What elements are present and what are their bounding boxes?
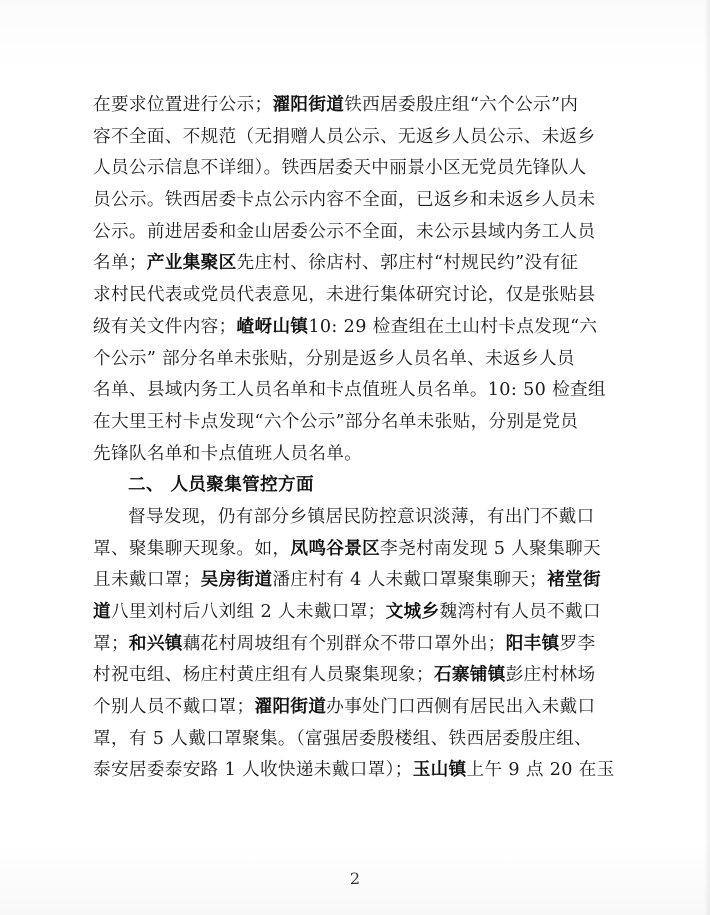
- section-heading: [93, 470, 625, 502]
- text-segment: 罩；: [93, 633, 129, 654]
- place-name: 和兴镇: [128, 633, 183, 654]
- text-segment: 员公示。铁西居委卡点公示内容不全面，已返乡和未返乡人员未: [93, 190, 596, 211]
- place-name: 褚堂街: [547, 570, 601, 591]
- place-name: 濯阳街道: [254, 697, 327, 718]
- place-name: 嵖岈山镇: [236, 316, 309, 337]
- place-name: 石寨铺镇: [433, 665, 506, 686]
- text-line: [93, 629, 625, 661]
- place-name: 濯阳街道: [272, 95, 345, 115]
- text-line: [93, 280, 625, 312]
- text-segment: 罩、聚集聊天现象。如，: [93, 538, 291, 559]
- text-segment: 名单；: [93, 253, 147, 274]
- text-segment: 二、 人员聚集管控方面: [128, 475, 314, 496]
- text-segment: 先锋队名单和卡点值班人员名单。: [93, 443, 363, 464]
- text-segment: 容不全面、不规范（无捐赠人员公示、无返乡人员公示、未返乡: [93, 126, 596, 147]
- text-line: [93, 312, 625, 344]
- text-segment: 魏湾村有人员不戴口: [439, 602, 601, 622]
- text-segment: 级有关文件内容；: [93, 316, 237, 337]
- text-line: [93, 534, 625, 566]
- text-segment: 个别人员不戴口罩；: [93, 697, 255, 718]
- text-segment: 李尧村南发现 5 人聚集聊天: [380, 538, 601, 559]
- text-segment: 彭庄村林场: [505, 665, 596, 686]
- text-line: [93, 439, 625, 471]
- text-segment: 个公示” 部分名单未张贴，分别是返乡人员名单、未返乡人员: [93, 348, 575, 369]
- text-line: [93, 217, 625, 249]
- text-segment: 且未戴口罩；: [93, 570, 201, 591]
- place-name: 产业集聚区: [146, 253, 237, 274]
- place-name: 吴房街道: [200, 570, 273, 591]
- page-edge-shadow: [704, 0, 710, 915]
- text-segment: 先庄村、徐店村、郭庄村“村规民约”没有征: [236, 253, 579, 274]
- text-segment: 藕花村周坡组有个别群众不带口罩外出；: [182, 633, 506, 654]
- text-line: [93, 248, 625, 280]
- text-segment: 上午 9 点 20 在玉: [466, 760, 615, 781]
- text-segment: 人员公示信息不详细）。铁西居委天中丽景小区无党员先锋队人: [93, 158, 587, 179]
- text-segment: 公示。前进居委和金山居委公示不全面，未公示县域内务工人员: [93, 221, 596, 242]
- text-line: [93, 153, 625, 185]
- body-text: [93, 90, 625, 787]
- page-number: 2: [349, 869, 361, 888]
- place-name: 道: [93, 602, 111, 622]
- text-line: [93, 724, 625, 756]
- text-segment: 村祝屯组、杨庄村黄庄组有人员聚集现象；: [93, 665, 434, 686]
- text-line: [93, 407, 625, 439]
- text-segment: 八里刘村后八刘组 2 人未戴口罩；: [110, 602, 386, 622]
- place-name: 凤鸣谷景区: [290, 538, 381, 559]
- text-segment: 在要求位置进行公示；: [93, 95, 273, 115]
- text-line: [93, 597, 625, 629]
- place-name: 文城乡: [385, 602, 440, 622]
- text-segment: 办事处门口西侧有居民出入未戴口: [326, 697, 596, 718]
- text-segment: 10: 29 检查组在土山村卡点发现“六: [308, 316, 598, 337]
- text-line: [93, 660, 625, 692]
- place-name: 阳丰镇: [505, 633, 560, 654]
- text-segment: 潘庄村有 4 人未戴口罩聚集聊天；: [272, 570, 548, 591]
- text-segment: 铁西居委殷庄组“六个公示”内: [344, 95, 579, 115]
- text-line: [93, 344, 625, 376]
- text-segment: 罗李: [559, 633, 596, 654]
- text-line: [93, 692, 625, 724]
- text-line: [93, 565, 625, 597]
- text-segment: 名单、县域内务工人员名单和卡点值班人员名单。10: 50 检查组: [93, 380, 606, 401]
- text-line: [93, 502, 625, 534]
- text-line: [93, 755, 625, 787]
- text-line: [93, 122, 625, 154]
- place-name: 玉山镇: [412, 760, 467, 781]
- text-line: [93, 375, 625, 407]
- text-segment: 罩，有 5 人戴口罩聚集。（富强居委殷楼组、铁西居委殷庄组、: [93, 728, 593, 749]
- text-line: [93, 185, 625, 217]
- text-segment: 求村民代表或党员代表意见，未进行集体研究讨论，仅是张贴县: [93, 285, 596, 306]
- text-segment: 在大里王村卡点发现“六个公示”部分名单未张贴，分别是党员: [93, 411, 579, 432]
- text-line: [93, 90, 625, 122]
- text-segment: 督导发现，仍有部分乡镇居民防控意识淡薄，有出门不戴口: [128, 506, 595, 527]
- text-segment: 泰安居委泰安路 1 人收快递未戴口罩）；: [93, 760, 413, 781]
